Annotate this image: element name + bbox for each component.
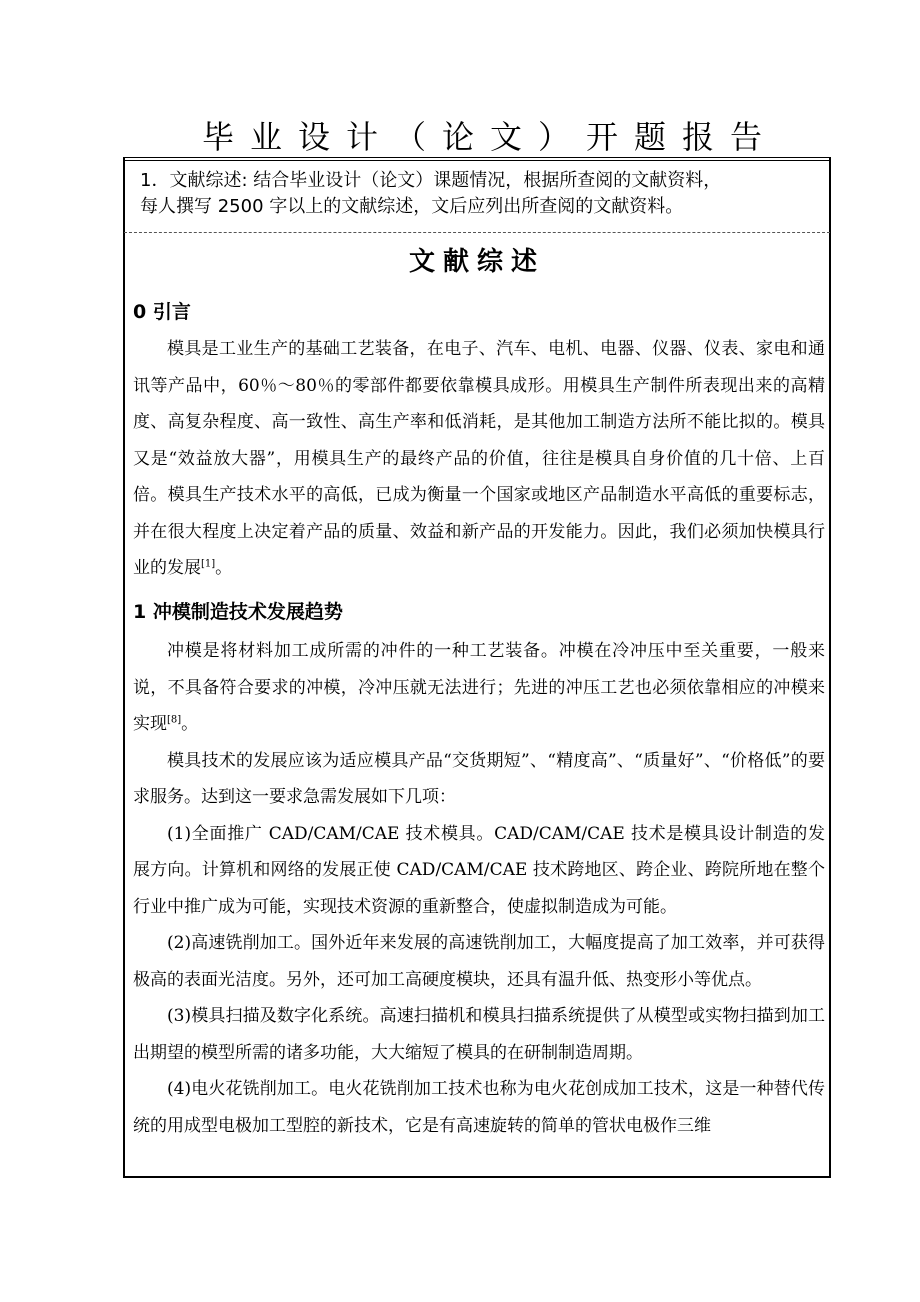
section-1-body bbox=[133, 633, 825, 1144]
section-0-paragraph: 模具是工业生产的基础工艺装备，在电子、汽车、电机、电器、仪器、仪表、家电和通讯等产品中，60％～80％的零部件都要依靠模具成形。用模具生产制件所表现出来的高精度、高复杂程度、高一致性、高生产率和低消耗，是其他加工制造方法所不能比拟的。模具又是“效益放大器”，用模具生产的最终产品的价值，往往是模具自身价值的几十倍、上百倍。模具生产技术水平的高低，已成为衡量一个国家或地区产品制造水平高低的重要标志，并在很大程度上决定着产品的质量、效益和新产品的开发能力。因此，我们必须加快模具行业的发展[1]。 bbox=[133, 339, 825, 578]
citation-ref: [8] bbox=[167, 714, 182, 726]
document-title: 毕业设计（论文）开题报告 bbox=[201, 118, 778, 156]
section-1-paragraph-2: 模具技术的发展应该为适应模具产品“交货期短”、“精度高”、“质量好”、“价格低”的要求服务。达到这一要求急需发展如下几项： bbox=[133, 750, 825, 807]
section-0-body bbox=[133, 331, 825, 587]
instruction-line-2: 每人撰写 2500 字以上的文献综述，文后应列出所查阅的文献资料。 bbox=[140, 196, 684, 217]
list-item-4: (4)电火花铣削加工。电火花铣削加工技术也称为电火花创成加工技术，这是一种替代传统的用成型电极加工型腔的新技术，它是有高速旋转的简单的管状电极作三维 bbox=[133, 1079, 825, 1136]
section-0-heading: 0 引言 bbox=[133, 301, 191, 323]
section-1-paragraph-1: 冲模是将材料加工成所需的冲件的一种工艺装备。冲模在冷冲压中至关重要，一般来说，不具备符合要求的冲模，冷冲压就无法进行；先进的冲压工艺也必须依靠相应的冲模来实现[8]。 bbox=[133, 641, 825, 734]
section-1-heading: 1 冲模制造技术发展趋势 bbox=[133, 601, 343, 623]
list-item-1: (1)全面推广 CAD/CAM/CAE 技术模具。CAD/CAM/CAE 技术是模具设计制造的发展方向。计算机和网络的发展正使 CAD/CAM/CAE 技术跨地区、跨企业、跨院所地在整个行业中推广成为可能，实现技术资源的重新整合，使虚拟制造成为可能。 bbox=[133, 823, 825, 917]
list-item-3: (3)模具扫描及数字化系统。高速扫描机和模具扫描系统提供了从模型或实物扫描到加工出期望的模型所需的诸多功能，大大缩短了模具的在研制制造周期。 bbox=[133, 1006, 825, 1063]
dashed-divider bbox=[124, 232, 830, 233]
review-title: 文献综述 bbox=[408, 247, 545, 277]
list-item-2: (2)高速铣削加工。国外近年来发展的高速铣削加工，大幅度提高了加工效率，并可获得极高的表面光洁度。另外，还可加工高硬度模块，还具有温升低、热变形小等优点。 bbox=[133, 933, 825, 990]
instruction-block bbox=[140, 168, 830, 220]
citation-ref: [1] bbox=[201, 558, 216, 570]
instruction-line-1: 1．文献综述: 结合毕业设计（论文）课题情况，根据所查阅的文献资料， bbox=[140, 170, 722, 191]
